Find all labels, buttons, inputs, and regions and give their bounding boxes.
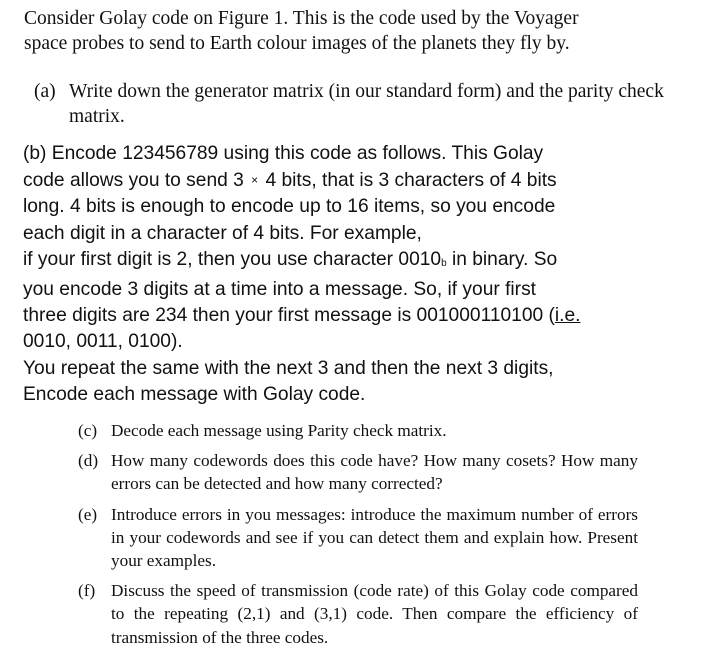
ie-link[interactable]: i.e.	[554, 305, 581, 327]
part-b-line-10: Encode each message with Golay code.	[23, 383, 366, 405]
part-b-line-1: (b) Encode 123456789 using this code as follows. This Golay	[23, 143, 544, 164]
intro-line-2: space probes to send to Earth colour images of the planets they fly by.	[24, 33, 570, 54]
question-part-e	[78, 503, 638, 573]
part-c-label: (c)	[78, 421, 98, 440]
question-part-f	[78, 579, 638, 649]
intro-paragraph	[24, 6, 694, 56]
part-f-text: Discuss the speed of transmission (code rate) of this Golay code compared to the repeating (2,1) and (3,1) code. Then compare the efficiency of transmission of the three codes.	[111, 581, 638, 647]
part-b-line-2	[23, 167, 673, 194]
part-d-text: How many codewords does this code have? How many cosets? How many errors can be detected and how many corrected?	[111, 451, 638, 494]
binary-subscript: b	[441, 257, 447, 269]
question-part-b	[23, 141, 673, 408]
question-part-c	[78, 419, 638, 442]
question-part-d	[78, 449, 638, 495]
part-b-line-6: you encode 3 digits at a time into a message. So, if your first	[23, 279, 536, 301]
part-c-text: Decode each message using Parity check matrix.	[111, 421, 447, 440]
part-a-label: (a)	[34, 81, 56, 102]
part-b-line-5-start: if your first digit is 2, then you use character 0010	[23, 248, 442, 270]
part-b-line-3: long. 4 bits is enough to encode up to 16 items, so you encode	[23, 196, 556, 218]
part-b-line-9: You repeat the same with the next 3 and then the next 3 digits,	[23, 357, 554, 379]
part-b-line-7	[23, 303, 673, 329]
part-b-line-8: 0010, 0011, 0100).	[23, 331, 183, 353]
part-f-label: (f)	[78, 581, 96, 601]
part-e-text: Introduce errors in you messages: introduce the maximum number of errors in your codewords and see if you can detect them and explain how. Present your examples.	[111, 504, 638, 571]
part-b-line-7-start: three digits are 234 then your first message is 001000110100 (	[23, 305, 555, 327]
part-b-line-5	[23, 247, 673, 277]
part-e-label: (e)	[78, 504, 98, 524]
part-b-line-2-start: code allows you to send 3	[23, 170, 244, 192]
question-parts-c-to-f	[78, 419, 638, 656]
question-part-a	[34, 79, 674, 129]
times-symbol: ×	[251, 173, 259, 188]
part-b-line-2-end: 4 bits, that is 3 characters of 4 bits	[265, 170, 557, 192]
part-b-line-4: each digit in a character of 4 bits. For example,	[23, 222, 422, 244]
part-d-label: (d)	[78, 451, 99, 471]
part-a-text: Write down the generator matrix (in our standard form) and the parity check matrix.	[69, 81, 664, 127]
intro-line-1: Consider Golay code on Figure 1. This is the code used by the Voyager	[24, 8, 579, 29]
part-b-line-5-end: in binary. So	[451, 248, 558, 270]
